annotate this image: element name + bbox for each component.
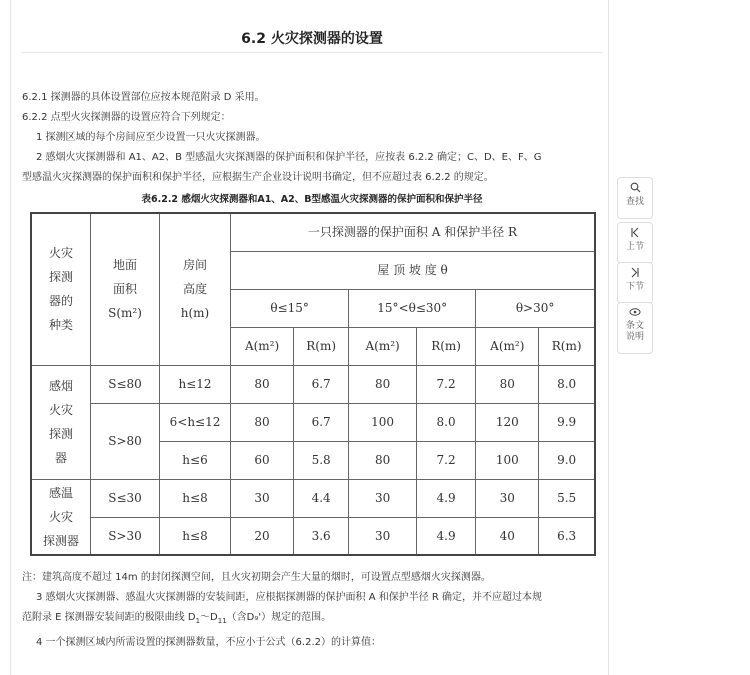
cell-value: 60 — [231, 441, 294, 479]
cell-value: 6.7 — [294, 365, 349, 403]
search-button[interactable]: 查找 — [617, 177, 653, 219]
header-room-height: 房间 高度 h(m) — [160, 213, 231, 365]
cell-value: 3.6 — [294, 517, 349, 555]
header-roof-slope: 屋 顶 坡 度 θ — [231, 251, 596, 289]
cell-value: 5.5 — [539, 479, 595, 517]
prev-section-icon — [618, 227, 652, 242]
header-floor-area: 地面 面积 S(m²) — [91, 213, 160, 365]
cell-value: 9.9 — [539, 403, 595, 441]
cell-height: 6<h≤12 — [160, 403, 231, 441]
cell-value: 7.2 — [416, 441, 475, 479]
clause-item-3-line2: 范附录 E 探测器安装间距的极限曲线 $D_1\sim D_{11}$（含D₉'）规定的范围。 — [22, 612, 332, 625]
cell-value: 20 — [231, 517, 294, 555]
col-area: A(m²) — [231, 327, 294, 365]
cell-value: 8.0 — [539, 365, 595, 403]
cell-value: 80 — [476, 365, 539, 403]
protection-table — [30, 212, 596, 556]
slope-range-2: 15°<θ≤30° — [349, 289, 476, 327]
header-detector-type: 火灾 探测 器的 种类 — [31, 213, 91, 365]
cell-height: h≤12 — [160, 365, 231, 403]
table-row — [31, 479, 595, 517]
cell-value: 4.9 — [416, 479, 475, 517]
table-caption: 表6.2.2 感烟火灾探测器和A1、A2、B型感温火灾探测器的保护面积和保护半径 — [141, 194, 483, 205]
cell-value: 100 — [476, 441, 539, 479]
cell-area: S≤80 — [91, 365, 160, 403]
slope-range-3: θ>30° — [476, 289, 595, 327]
cell-value: 80 — [349, 365, 417, 403]
eye-icon — [618, 307, 652, 321]
col-area: A(m²) — [349, 327, 417, 365]
clause-item-2-line2: 型感温火灾探测器的保护面积和保护半径，应根据生产企业设计说明书确定，但不应超过表 6.2.2 的规定。 — [22, 172, 494, 183]
cell-value: 80 — [231, 365, 294, 403]
cell-value: 8.0 — [416, 403, 475, 441]
cell-value: 4.4 — [294, 479, 349, 517]
title-divider — [22, 52, 602, 53]
header-protection: 一只探测器的保护面积 A 和保护半径 R — [231, 213, 596, 251]
cell-value: 7.2 — [416, 365, 475, 403]
clause-item-2-line1: 2 感烟火灾探测器和 A1、A2、B 型感温火灾探测器的保护面积和保护半径，应按表 6.2.2 确定；C、D、E、F、G — [36, 152, 542, 163]
cell-height: h≤8 — [160, 517, 231, 555]
cell-value: 6.7 — [294, 403, 349, 441]
cell-value: 80 — [231, 403, 294, 441]
smoke-detector-label: 感烟 火灾 探测 器 — [31, 365, 91, 479]
section-title: 6.2 火灾探测器的设置 — [241, 31, 383, 47]
cell-value: 40 — [476, 517, 539, 555]
prev-section-button[interactable]: 上节 — [617, 222, 653, 264]
cell-value: 9.0 — [539, 441, 595, 479]
next-section-icon — [618, 267, 652, 282]
slope-range-1: θ≤15° — [231, 289, 349, 327]
right-border — [608, 0, 609, 675]
cell-value: 30 — [231, 479, 294, 517]
left-border — [10, 0, 11, 675]
clause-item-1: 1 探测区域的每个房间应至少设置一只火灾探测器。 — [36, 132, 266, 143]
next-section-button[interactable]: 下节 — [617, 262, 653, 304]
cell-value: 100 — [349, 403, 417, 441]
cell-value: 80 — [349, 441, 417, 479]
cell-value: 30 — [349, 517, 417, 555]
heat-detector-label: 感温 火灾 探测器 — [31, 479, 91, 555]
clause-6-2-1: 6.2.1 探测器的具体设置部位应按本规范附录 D 采用。 — [22, 92, 265, 103]
cell-height: h≤6 — [160, 441, 231, 479]
clause-item-4: 4 一个探测区域内所需设置的探测器数量，不应小于公式（6.2.2）的计算值： — [36, 637, 381, 648]
table-row — [31, 517, 595, 555]
table-row — [31, 365, 595, 403]
cell-value: 5.8 — [294, 441, 349, 479]
col-radius: R(m) — [416, 327, 475, 365]
cell-height: h≤8 — [160, 479, 231, 517]
clause-6-2-2: 6.2.2 点型火灾探测器的设置应符合下列规定： — [22, 112, 231, 123]
cell-area: S≤30 — [91, 479, 160, 517]
cell-value: 30 — [349, 479, 417, 517]
cell-value: 4.9 — [416, 517, 475, 555]
col-area: A(m²) — [476, 327, 539, 365]
cell-area: S>80 — [91, 403, 160, 479]
clause-item-3-line1: 3 感烟火灾探测器、感温火灾探测器的安装间距，应根据探测器的保护面积 A 和保护半径 R 确定，并不应超过本规 — [36, 592, 543, 603]
cell-area: S>30 — [91, 517, 160, 555]
col-radius: R(m) — [539, 327, 595, 365]
search-icon — [618, 182, 652, 197]
cell-value: 6.3 — [539, 517, 595, 555]
clause-explanation-button[interactable]: 条文说明 — [617, 302, 653, 354]
cell-value: 30 — [476, 479, 539, 517]
table-note: 注：建筑高度不超过 14m 的封闭探测空间，且火灾初期会产生大量的烟时，可设置点型感烟火灾探测器。 — [22, 572, 491, 583]
table-row — [31, 403, 595, 441]
cell-value: 120 — [476, 403, 539, 441]
col-radius: R(m) — [294, 327, 349, 365]
